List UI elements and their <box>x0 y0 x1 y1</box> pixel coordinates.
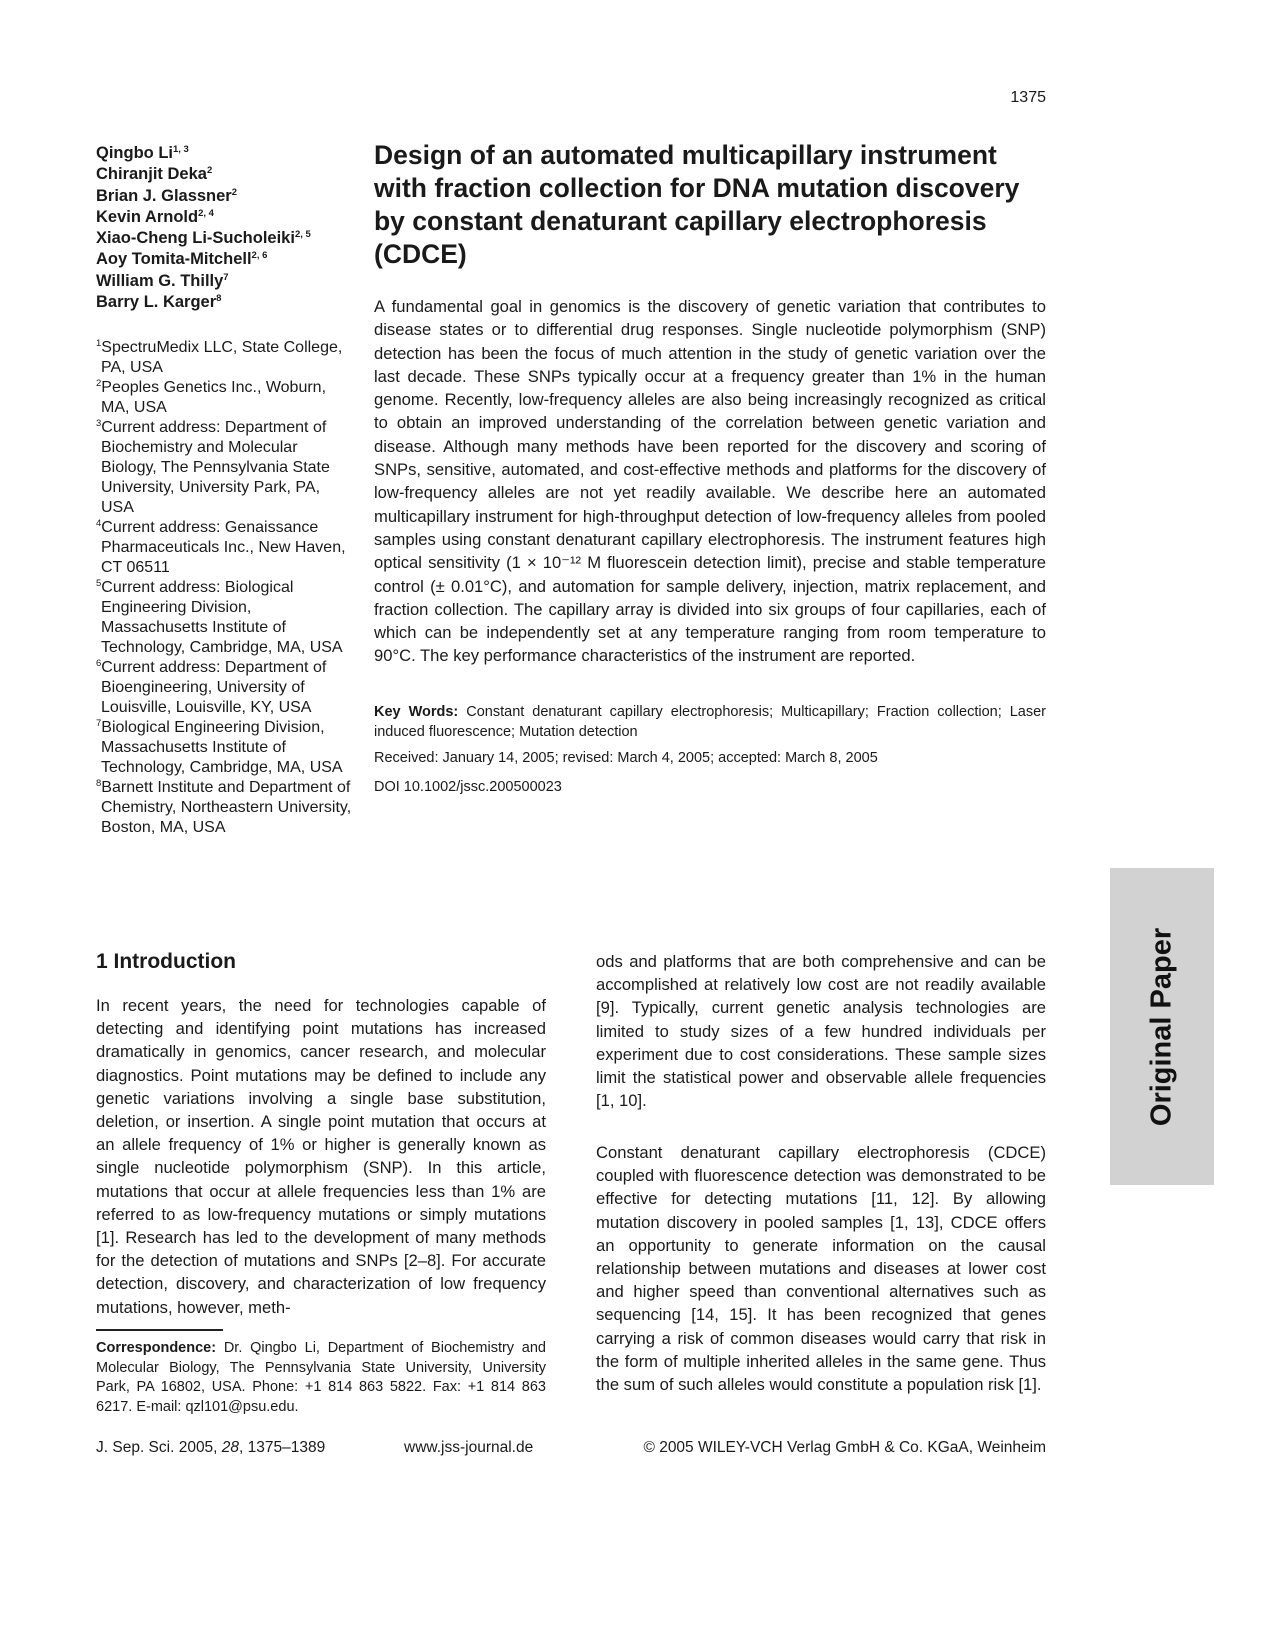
affiliation: $^5$Current address: Biological Engineering Division, Massachusetts Institute of Technology, Cambridge, MA, USA <box>96 578 343 656</box>
journal-website: www.jss-journal.de <box>404 1439 534 1456</box>
intro-paragraph: ods and platforms that are both comprehensive and can be accomplished at relatively low cost are not readily available [9]. Typically, current genetic analysis technologies are limited to study sizes of a few hundred individuals per experiment due to cost considerations. These sample sizes limit the statistical power and observable allele frequencies [1, 10]. <box>596 952 1046 1111</box>
journal-citation: J. Sep. Sci. 2005, 28, 1375–1389 <box>96 1439 326 1456</box>
received-dates: Received: January 14, 2005; revised: March 4, 2005; accepted: March 8, 2005 <box>374 750 878 766</box>
intro-paragraph: Constant denaturant capillary electrophoresis (CDCE) coupled with fluorescence detection was demonstrated to be effective for detecting mutations [11, 12]. By allowing mutation discovery in pooled samples [1, 13], CDCE offers an opportunity to generate information on the causal relationship between mutations and diseases at lower cost and higher speed than conventional alternatives such as sequencing [14, 15]. It has been recognized that genes carrying a risk of common diseases would carry that risk in the form of multiple inherited alleles in the same gene. Thus the sum of such alleles would constitute a population risk [1]. <box>596 1143 1046 1395</box>
affiliation: $^2$Peoples Genetics Inc., Woburn, MA, USA <box>96 378 327 416</box>
abstract: A fundamental goal in genomics is the discovery of genetic variation that contributes to disease states or to differential drug responses. Single nucleotide polymorphism (SNP) detection has been the focus of much attention in the study of genetic variation over the last decade. These SNPs typically occur at a frequency greater than 1% in the human genome. Recently, low-frequency alleles are also being increasingly recognized as critical to obtain an improved understanding of the correlation between genetic variation and disease. Although many methods have been reported for the discovery and scoring of SNPs, sensitive, automated, and cost-effective methods and platforms for the discovery of low-frequency alleles are not yet readily available. We describe here an automated multicapillary instrument for high-throughput detection of low-frequency alleles from pooled samples using constant denaturant capillary electrophoresis. The instrument features high optical sensitivity (1 × 10⁻¹² M fluorescein detection limit), precise and stable temperature control (± 0.01°C), and automation for sample delivery, injection, matrix replacement, and fraction collection. The capillary array is divided into six groups of four capillaries, each of which can be independently set at any temperature ranging from room temperature to 90°C. The key performance characteristics of the instrument are reported. <box>374 297 1046 666</box>
affiliation: $^7$Biological Engineering Division, Massachusetts Institute of Technology, Cambridge, MA, USA <box>96 718 343 776</box>
affiliation: $^1$SpectruMedix LLC, State College, PA, USA <box>96 338 343 376</box>
author-list <box>96 143 311 313</box>
footnote-divider <box>96 1329 223 1331</box>
author: Kevin Arnold$^{2, 4}$ <box>96 207 214 226</box>
author: William G. Thilly$^7$ <box>96 271 229 290</box>
affiliation: $^8$Barnett Institute and Department of Chemistry, Northeastern University, Boston, MA, USA <box>96 778 352 836</box>
affiliation-list <box>96 338 356 838</box>
author: Barry L. Karger$^8$ <box>96 293 222 312</box>
affiliation: $^4$Current address: Genaissance Pharmaceuticals Inc., New Haven, CT 06511 <box>96 518 346 576</box>
affiliation: $^6$Current address: Department of Bioengineering, University of Louisville, Louisville, KY, USA <box>96 658 327 716</box>
paper-title: Design of an automated multicapillary instrument with fraction collection for DNA mutation discovery by constant denaturant capillary electrophoresis (CDCE) <box>374 140 1020 269</box>
copyright: © 2005 WILEY-VCH Verlag GmbH & Co. KGaA, Weinheim <box>643 1439 1046 1456</box>
doi: DOI 10.1002/jssc.200500023 <box>374 779 562 795</box>
section-heading: 1 Introduction <box>96 950 236 973</box>
page-number: 1375 <box>1010 89 1046 106</box>
author: Chiranjit Deka$^2$ <box>96 165 213 184</box>
article-type-label: Original Paper <box>1145 927 1178 1126</box>
article-type-tab <box>1110 868 1214 1185</box>
author: Qingbo Li$^{1, 3}$ <box>96 144 189 162</box>
intro-paragraph: In recent years, the need for technologies capable of detecting and identifying point mutations has increased dramatically in genomics, cancer research, and molecular diagnostics. Point mutations may be defined to include any genetic variations involving a single base substitution, deletion, or insertion. A single point mutation that occurs at an allele frequency of 1% or higher is generally known as single nucleotide polymorphism (SNP). In this article, mutations that occur at allele frequencies less than 1% are referred to as low-frequency mutations or simply mutations [1]. Research has led to the development of many methods for the detection of mutations and SNPs [2–8]. For accurate detection, discovery, and characterization of low frequency mutations, however, meth- <box>96 996 546 1317</box>
correspondence-note: Correspondence: Dr. Qingbo Li, Department of Biochemistry and Molecular Biology, The Pennsylvania State University, University Park, PA 16802, USA. Phone: +1 814 863 5822. Fax: +1 814 863 6217. E-mail: qzl101@psu.edu. <box>96 1340 547 1415</box>
author: Aoy Tomita-Mitchell$^{2, 6}$ <box>96 250 268 269</box>
author: Brian J. Glassner$^2$ <box>96 186 238 205</box>
keywords: Key Words: Constant denaturant capillary electrophoresis; Multicapillary; Fraction collection; Laser induced fluorescence; Mutation detection <box>374 704 1046 740</box>
author: Xiao-Cheng Li-Sucholeiki$^{2, 5}$ <box>96 229 311 248</box>
affiliation: $^3$Current address: Department of Biochemistry and Molecular Biology, The Pennsylvania State University, University Park, PA, USA <box>96 418 330 516</box>
